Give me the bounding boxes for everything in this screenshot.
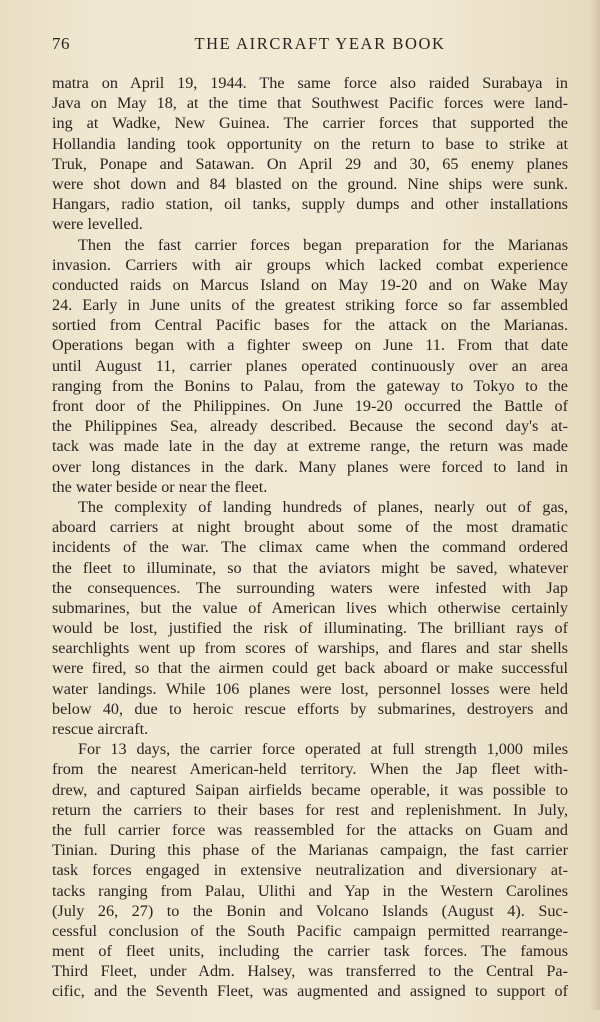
text-line: cessful conclusion of the South Pacific campaign permitted rearrange- bbox=[52, 921, 568, 940]
text-line: tack was made late in the day at extreme range, the return was made bbox=[52, 437, 568, 456]
text-line: submarines, but the value of American lives which otherwise certainly bbox=[52, 598, 568, 617]
text-line: conducted raids on Marcus Island on May 19-20 and on Wake May bbox=[52, 275, 568, 294]
page-edge-shadow bbox=[590, 0, 600, 1010]
text-line: aboard carriers at night brought about some of the most dramatic bbox=[52, 518, 568, 537]
text-line: Hollandia landing took opportunity on the return to base to strike at bbox=[52, 134, 568, 153]
text-line: 24. Early in June units of the greatest striking force so far assembled bbox=[52, 296, 568, 315]
text-line: the fleet to illuminate, so that the aviators might be saved, whatever bbox=[52, 558, 568, 577]
text-line: Truk, Ponape and Satawan. On April 29 and 30, 65 enemy planes bbox=[52, 154, 568, 173]
page-header bbox=[52, 34, 568, 58]
text-line: rescue aircraft. bbox=[52, 720, 149, 738]
text-line: the full carrier force was reassembled for the attacks on Guam and bbox=[52, 820, 568, 839]
text-line: sortied from Central Pacific bases for the attack on the Marianas. bbox=[52, 316, 568, 335]
text-line: were fired, so that the airmen could get back aboard or make successful bbox=[52, 659, 568, 678]
text-line: The complexity of landing hundreds of planes, nearly out of gas, bbox=[78, 497, 568, 516]
text-line: Third Fleet, under Adm. Halsey, was transferred to the Central Pa- bbox=[52, 962, 568, 981]
text-line: from the nearest American-held territory. When the Jap fleet with- bbox=[52, 760, 568, 779]
text-line: ing at Wadke, New Guinea. The carrier forces that supported the bbox=[52, 114, 568, 133]
text-line: matra on April 19, 1944. The same force also raided Surabaya in bbox=[52, 74, 568, 92]
text-line: (July 26, 27) to the Bonin and Volcano Islands (August 4). Suc- bbox=[52, 901, 568, 920]
text-line: invasion. Carriers with air groups which lacked combat experience bbox=[52, 255, 568, 274]
text-line: were levelled. bbox=[52, 215, 143, 234]
text-line: drew, and captured Saipan airfields became operable, it was possible to bbox=[52, 780, 568, 799]
text-line: the Philippines Sea, already described. Because the second day's at- bbox=[52, 417, 568, 436]
text-line: searchlights went up from scores of warships, and flares and star shells bbox=[52, 639, 568, 658]
text-line: incidents of the war. The climax came when the command ordered bbox=[52, 538, 568, 557]
text-line: were shot down and 84 blasted on the ground. Nine ships were sunk. bbox=[52, 174, 568, 193]
page-number: 76 bbox=[52, 34, 70, 53]
text-line: water landings. While 106 planes were lost, personnel losses were held bbox=[52, 679, 568, 698]
text-line: ranging from the Bonins to Palau, from the gateway to Tokyo to the bbox=[52, 376, 568, 395]
text-line: return the carriers to their bases for rest and replenishment. In July, bbox=[52, 800, 568, 819]
text-line: task forces engaged in extensive neutralization and diversionary at- bbox=[52, 861, 568, 880]
text-line: Hangars, radio station, oil tanks, supply dumps and other installations bbox=[52, 195, 568, 214]
text-line: over long distances in the dark. Many planes were forced to land in bbox=[52, 457, 568, 476]
text-line: Then the fast carrier forces began preparation for the Marianas bbox=[78, 235, 568, 254]
text-line: Operations began with a fighter sweep on June 11. From that date bbox=[52, 336, 568, 355]
text-line: For 13 days, the carrier force operated at full strength 1,000 miles bbox=[78, 740, 568, 759]
text-line bbox=[52, 1002, 568, 1022]
text-line: Tinian. During this phase of the Marianas campaign, the fast carrier bbox=[52, 841, 568, 860]
text-line: tacks ranging from Palau, Ulithi and Yap in the Western Carolines bbox=[52, 881, 568, 900]
text-line: Java on May 18, at the time that Southwest Pacific forces were land- bbox=[52, 94, 568, 113]
text-line: would be lost, justified the risk of illuminating. The brilliant rays of bbox=[52, 619, 568, 638]
text-line: until August 11, carrier planes operated continuously over an area bbox=[52, 356, 568, 375]
text-line: front door of the Philippines. On June 19-20 occurred the Battle of bbox=[52, 397, 568, 415]
text-line: ment of fleet units, including the carrier task forces. The famous bbox=[52, 942, 568, 961]
text-line: below 40, due to heroic rescue efforts by submarines, destroyers and bbox=[52, 699, 568, 718]
running-title: THE AIRCRAFT YEAR BOOK bbox=[194, 34, 446, 53]
text-line: the consequences. The surrounding waters were infested with Jap bbox=[52, 578, 568, 597]
body-text bbox=[52, 73, 568, 1022]
text-line: cific, and the Seventh Fleet, was augmented and assigned to support of bbox=[52, 982, 568, 1001]
text-line: the water beside or near the fleet. bbox=[52, 477, 268, 496]
